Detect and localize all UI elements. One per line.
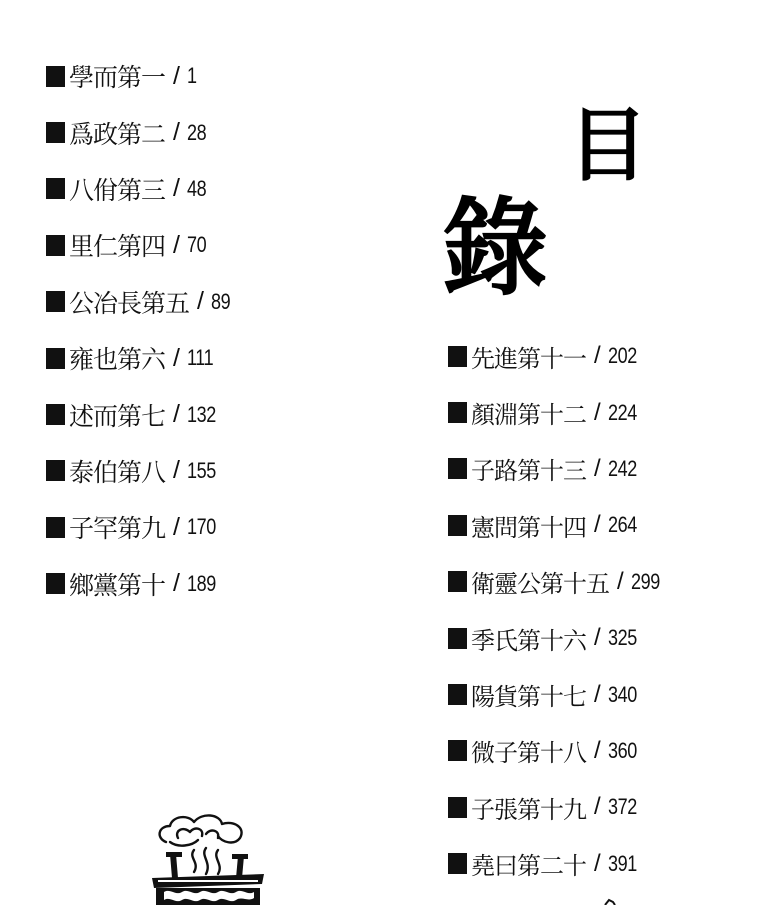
- toc-entry[interactable]: [448, 554, 666, 610]
- page-title-char-1: 目: [568, 99, 648, 192]
- square-bullet-icon: [448, 402, 467, 423]
- page-number: 372: [607, 794, 637, 820]
- square-bullet-icon: [46, 178, 65, 199]
- separator: /: [173, 118, 179, 147]
- page-number: 1: [186, 63, 197, 89]
- toc-entry[interactable]: [448, 441, 666, 497]
- toc-entry[interactable]: [46, 104, 234, 160]
- separator: /: [594, 793, 600, 821]
- chapter-title: 鄉黨第十: [69, 570, 166, 600]
- page-number: 391: [607, 850, 637, 876]
- page-number: 111: [186, 345, 214, 371]
- square-bullet-icon: [46, 122, 65, 143]
- square-bullet-icon: [46, 291, 65, 312]
- toc-entry[interactable]: [46, 556, 234, 612]
- square-bullet-icon: [46, 404, 65, 425]
- separator: /: [173, 343, 179, 372]
- chapter-title: 先進第十一: [471, 344, 586, 373]
- toc-entry[interactable]: [46, 386, 234, 442]
- page-number: 189: [186, 570, 216, 596]
- page-number: 132: [186, 401, 216, 427]
- page-title-char-2: 錄: [442, 187, 548, 310]
- toc-entry[interactable]: [46, 443, 234, 499]
- toc-entry[interactable]: [46, 499, 234, 555]
- square-bullet-icon: [448, 740, 467, 761]
- separator: /: [173, 512, 179, 541]
- square-bullet-icon: [46, 235, 65, 256]
- page-number: 299: [630, 568, 660, 594]
- chapter-title: 陽貨第十七: [471, 683, 586, 712]
- partial-glyph-icon: [603, 898, 617, 905]
- square-bullet-icon: [46, 517, 65, 538]
- separator: /: [594, 342, 600, 370]
- chapter-title: 爲政第二: [69, 119, 166, 149]
- toc-entry[interactable]: [448, 723, 666, 779]
- chapter-title: 泰伯第八: [69, 457, 166, 487]
- toc-entry[interactable]: [448, 497, 666, 553]
- square-bullet-icon: [448, 346, 467, 367]
- toc-entry[interactable]: [46, 161, 234, 217]
- square-bullet-icon: [448, 458, 467, 479]
- incense-burner-illustration-icon: [148, 808, 268, 905]
- separator: /: [197, 287, 203, 316]
- chapter-title: 述而第七: [69, 401, 166, 431]
- separator: /: [594, 624, 600, 652]
- page-number: 325: [607, 625, 637, 651]
- page-number: 224: [607, 399, 637, 425]
- chapter-title: 雍也第六: [69, 345, 166, 375]
- chapter-title: 堯曰第二十: [471, 852, 586, 881]
- page-number: 340: [607, 681, 637, 707]
- page-number: 360: [607, 737, 637, 763]
- separator: /: [594, 454, 600, 482]
- toc-entry[interactable]: [46, 48, 234, 104]
- chapter-title: 季氏第十六: [471, 626, 586, 655]
- toc-left-column: [46, 48, 234, 612]
- chapter-title: 學而第一: [69, 63, 166, 93]
- separator: /: [594, 736, 600, 764]
- toc-entry[interactable]: [46, 217, 234, 273]
- chapter-title: 衛靈公第十五: [471, 570, 609, 599]
- separator: /: [594, 511, 600, 539]
- toc-entry[interactable]: [46, 330, 234, 386]
- page-number: 155: [186, 457, 216, 483]
- separator: /: [594, 398, 600, 426]
- separator: /: [173, 61, 179, 90]
- square-bullet-icon: [448, 684, 467, 705]
- page-number: 48: [186, 175, 207, 201]
- chapter-title: 子張第十九: [471, 795, 586, 824]
- chapter-title: 公冶長第五: [69, 288, 190, 318]
- chapter-title: 微子第十八: [471, 739, 586, 768]
- square-bullet-icon: [46, 348, 65, 369]
- separator: /: [594, 680, 600, 708]
- toc-entry[interactable]: [448, 610, 666, 666]
- chapter-title: 子路第十三: [471, 457, 586, 486]
- chapter-title: 八佾第三: [69, 175, 166, 205]
- square-bullet-icon: [46, 460, 65, 481]
- toc-entry[interactable]: [448, 328, 666, 384]
- separator: /: [173, 569, 179, 598]
- page-number: 264: [607, 512, 637, 538]
- toc-entry[interactable]: [448, 779, 666, 835]
- toc-entry[interactable]: [448, 384, 666, 440]
- toc-entry[interactable]: [448, 666, 666, 722]
- square-bullet-icon: [448, 515, 467, 536]
- page-number: 242: [607, 455, 637, 481]
- square-bullet-icon: [448, 853, 467, 874]
- separator: /: [594, 849, 600, 877]
- separator: /: [173, 400, 179, 429]
- page-number: 70: [186, 232, 207, 258]
- toc-right-column: [448, 328, 666, 892]
- separator: /: [173, 230, 179, 259]
- page-number: 170: [186, 514, 216, 540]
- toc-entry[interactable]: [46, 274, 234, 330]
- chapter-title: 憲問第十四: [471, 513, 586, 542]
- page-number: 202: [607, 343, 637, 369]
- chapter-title: 子罕第九: [69, 514, 166, 544]
- toc-entry[interactable]: [448, 836, 666, 892]
- chapter-title: 顏淵第十二: [471, 401, 586, 430]
- page-number: 89: [210, 288, 231, 314]
- page-number: 28: [186, 119, 207, 145]
- square-bullet-icon: [448, 571, 467, 592]
- separator: /: [617, 567, 623, 595]
- separator: /: [173, 174, 179, 203]
- square-bullet-icon: [46, 66, 65, 87]
- square-bullet-icon: [448, 797, 467, 818]
- separator: /: [173, 456, 179, 485]
- square-bullet-icon: [448, 628, 467, 649]
- chapter-title: 里仁第四: [69, 232, 166, 262]
- square-bullet-icon: [46, 573, 65, 594]
